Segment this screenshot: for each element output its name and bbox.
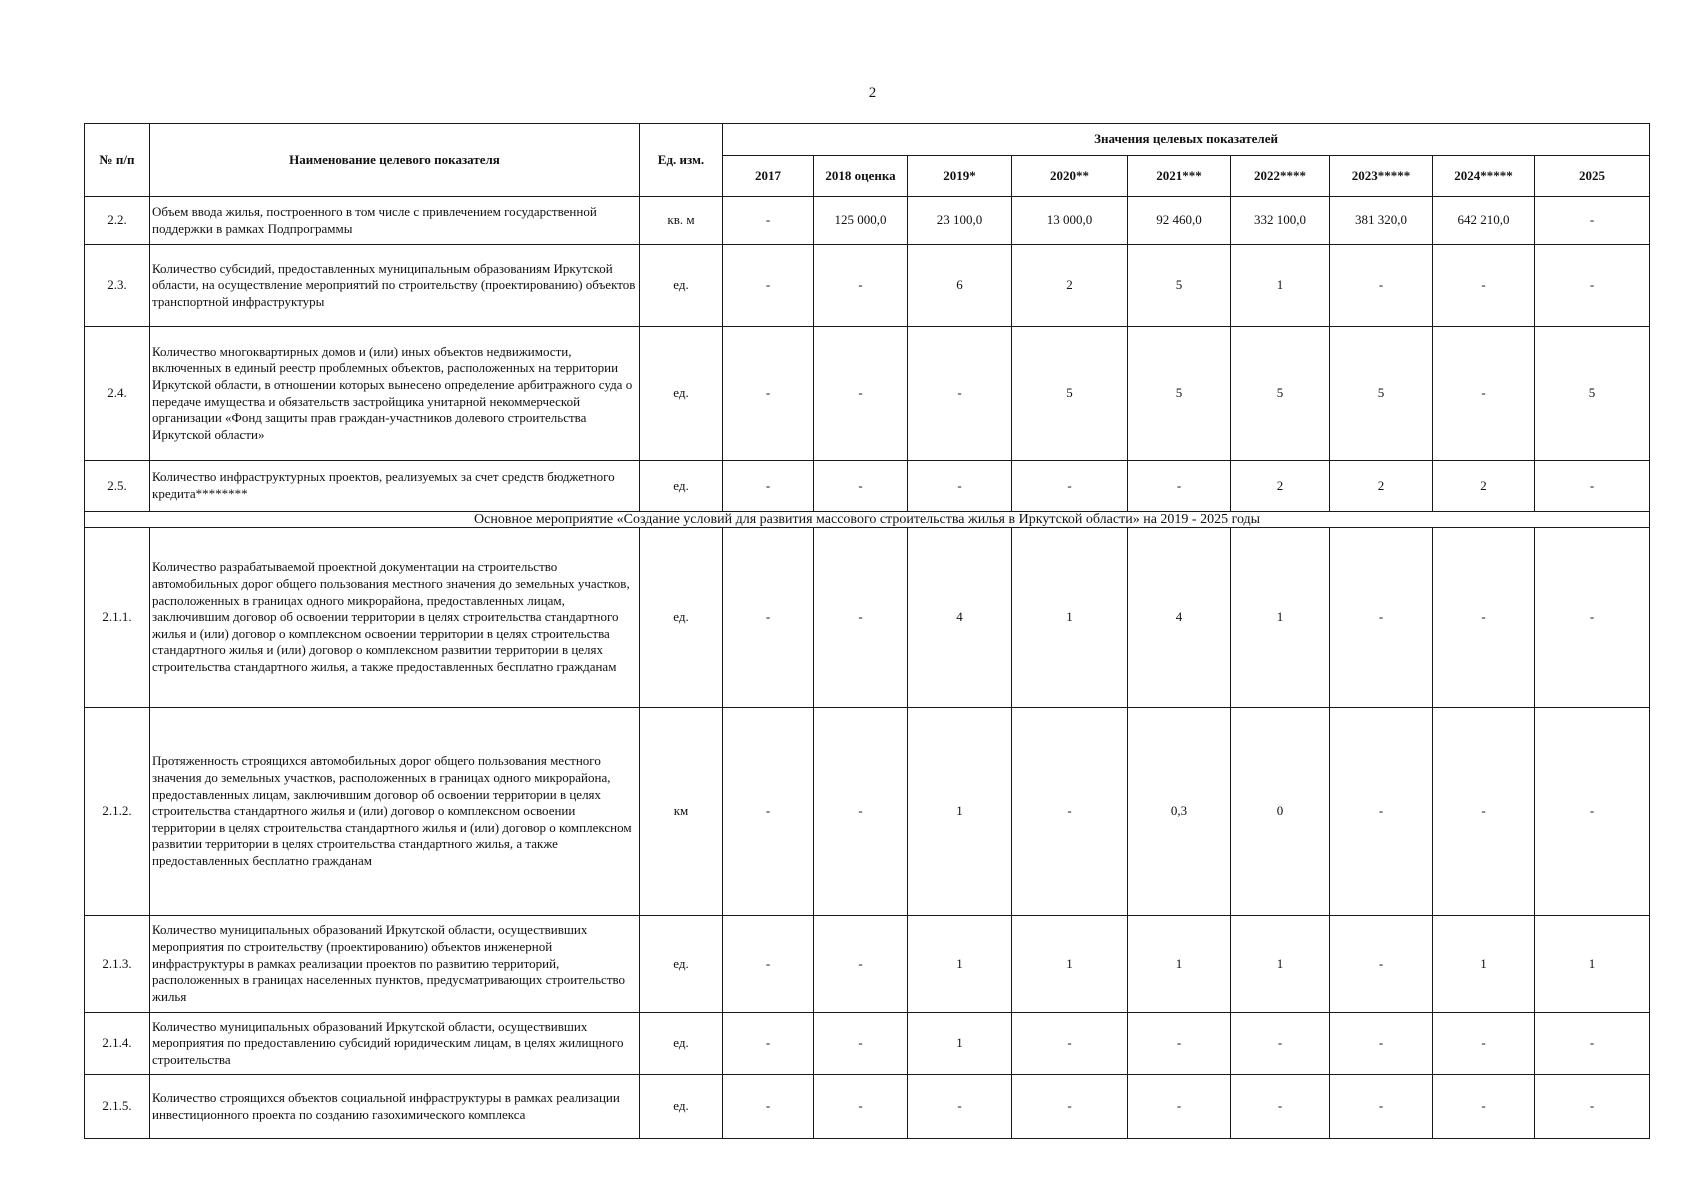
value-cell: - bbox=[1433, 327, 1535, 461]
table-row bbox=[85, 327, 1650, 461]
table-row bbox=[85, 1075, 1650, 1139]
header-year-2019: 2019* bbox=[908, 156, 1012, 197]
header-year-2021: 2021*** bbox=[1128, 156, 1231, 197]
table-row bbox=[85, 461, 1650, 512]
value-cell: - bbox=[1231, 1075, 1330, 1139]
indicator-name: Количество многоквартирных домов и (или) иных объектов недвижимости, включенных в единый реестр проблемных объектов, расположенных на территории Иркутской области, в отношении которых вынесено определение арбитражного суда о передаче имущества и обязательств застройщика унитарной некоммерческой организации «Фонд защиты прав граждан-участников долевого строительства Иркутской области» bbox=[150, 327, 640, 461]
value-cell: 381 320,0 bbox=[1330, 197, 1433, 245]
value-cell: 332 100,0 bbox=[1231, 197, 1330, 245]
row-number: 2.4. bbox=[85, 327, 150, 461]
value-cell: - bbox=[1012, 1013, 1128, 1075]
value-cell: 5 bbox=[1012, 327, 1128, 461]
value-cell: - bbox=[723, 916, 814, 1013]
header-year-2024: 2024***** bbox=[1433, 156, 1535, 197]
unit-cell: кв. м bbox=[640, 197, 723, 245]
value-cell: - bbox=[1535, 197, 1650, 245]
indicator-name: Количество инфраструктурных проектов, реализуемых за счет средств бюджетного кредита******** bbox=[150, 461, 640, 512]
value-cell: - bbox=[1128, 1013, 1231, 1075]
value-cell: - bbox=[1128, 461, 1231, 512]
header-values-group: Значения целевых показателей bbox=[723, 124, 1650, 156]
unit-cell: ед. bbox=[640, 1075, 723, 1139]
row-number: 2.5. bbox=[85, 461, 150, 512]
row-number: 2.1.5. bbox=[85, 1075, 150, 1139]
value-cell: 13 000,0 bbox=[1012, 197, 1128, 245]
value-cell: 0 bbox=[1231, 708, 1330, 916]
indicator-name: Количество строящихся объектов социальной инфраструктуры в рамках реализации инвестиционного проекта по созданию газохимического комплекса bbox=[150, 1075, 640, 1139]
value-cell: 1 bbox=[1012, 528, 1128, 708]
unit-cell: ед. bbox=[640, 1013, 723, 1075]
indicator-name: Количество муниципальных образований Иркутской области, осуществивших мероприятия по строительству (проектированию) объектов инженерной инфраструктуры в рамках реализации проектов по развитию территорий, расположенных в границах населенных пунктов, предусматривающих строительство жилья bbox=[150, 916, 640, 1013]
value-cell: - bbox=[1535, 245, 1650, 327]
value-cell: 2 bbox=[1330, 461, 1433, 512]
value-cell: - bbox=[1330, 916, 1433, 1013]
value-cell: - bbox=[814, 327, 908, 461]
value-cell: - bbox=[1535, 1075, 1650, 1139]
value-cell: - bbox=[814, 1075, 908, 1139]
value-cell: - bbox=[1012, 1075, 1128, 1139]
indicator-name: Протяженность строящихся автомобильных дорог общего пользования местного значения до земельных участков, расположенных в границах одного микрорайона, предоставленных лицам, заключившим договор об освоении территории в целях строительства стандартного жилья и (или) договор о комплексном освоении территории в целях строительства стандартного жилья и (или) договор о комплексном развитии территории в целях строительства стандартного жилья, а также предоставленных бесплатно гражданам bbox=[150, 708, 640, 916]
value-cell: - bbox=[1535, 528, 1650, 708]
value-cell: 4 bbox=[908, 528, 1012, 708]
row-number: 2.1.2. bbox=[85, 708, 150, 916]
value-cell: - bbox=[723, 528, 814, 708]
value-cell: - bbox=[1231, 1013, 1330, 1075]
value-cell: 125 000,0 bbox=[814, 197, 908, 245]
value-cell: 1 bbox=[1535, 916, 1650, 1013]
header-year-2020: 2020** bbox=[1012, 156, 1128, 197]
header-name: Наименование целевого показателя bbox=[150, 124, 640, 197]
section-row bbox=[85, 512, 1650, 528]
value-cell: 1 bbox=[1231, 528, 1330, 708]
section-title: Основное мероприятие «Создание условий для развития массового строительства жилья в Иркутской области» на 2019 - 2025 годы bbox=[85, 512, 1650, 528]
value-cell: 5 bbox=[1535, 327, 1650, 461]
value-cell: 4 bbox=[1128, 528, 1231, 708]
table-row bbox=[85, 1013, 1650, 1075]
header-year-2022: 2022**** bbox=[1231, 156, 1330, 197]
value-cell: - bbox=[1128, 1075, 1231, 1139]
value-cell: - bbox=[1433, 528, 1535, 708]
value-cell: - bbox=[908, 461, 1012, 512]
value-cell: 2 bbox=[1433, 461, 1535, 512]
value-cell: - bbox=[814, 916, 908, 1013]
value-cell: 5 bbox=[1330, 327, 1433, 461]
table-row bbox=[85, 528, 1650, 708]
value-cell: - bbox=[1433, 1013, 1535, 1075]
value-cell: - bbox=[1535, 708, 1650, 916]
value-cell: - bbox=[1012, 708, 1128, 916]
value-cell: - bbox=[1433, 1075, 1535, 1139]
table-row bbox=[85, 708, 1650, 916]
value-cell: - bbox=[908, 327, 1012, 461]
value-cell: - bbox=[1330, 1013, 1433, 1075]
value-cell: - bbox=[814, 461, 908, 512]
header-unit: Ед. изм. bbox=[640, 124, 723, 197]
value-cell: - bbox=[723, 1013, 814, 1075]
value-cell: - bbox=[814, 245, 908, 327]
value-cell: - bbox=[814, 708, 908, 916]
value-cell: 23 100,0 bbox=[908, 197, 1012, 245]
value-cell: - bbox=[908, 1075, 1012, 1139]
value-cell: 1 bbox=[908, 708, 1012, 916]
indicator-name: Количество субсидий, предоставленных муниципальным образованиям Иркутской области, на осуществление мероприятий по строительству (проектированию) объектов транспортной инфраструктуры bbox=[150, 245, 640, 327]
value-cell: - bbox=[723, 245, 814, 327]
row-number: 2.1.4. bbox=[85, 1013, 150, 1075]
value-cell: - bbox=[1535, 461, 1650, 512]
value-cell: 1 bbox=[1128, 916, 1231, 1013]
value-cell: 1 bbox=[908, 916, 1012, 1013]
value-cell: - bbox=[814, 528, 908, 708]
row-number: 2.1.1. bbox=[85, 528, 150, 708]
indicators-table bbox=[84, 123, 1650, 1139]
value-cell: 1 bbox=[1231, 916, 1330, 1013]
value-cell: 6 bbox=[908, 245, 1012, 327]
value-cell: - bbox=[1330, 245, 1433, 327]
row-number: 2.2. bbox=[85, 197, 150, 245]
unit-cell: ед. bbox=[640, 245, 723, 327]
header-num: № п/п bbox=[85, 124, 150, 197]
value-cell: 1 bbox=[1433, 916, 1535, 1013]
value-cell: - bbox=[1433, 245, 1535, 327]
row-number: 2.1.3. bbox=[85, 916, 150, 1013]
value-cell: 1 bbox=[908, 1013, 1012, 1075]
value-cell: 2 bbox=[1231, 461, 1330, 512]
value-cell: - bbox=[1433, 708, 1535, 916]
unit-cell: км bbox=[640, 708, 723, 916]
table-row bbox=[85, 197, 1650, 245]
page-number: 2 bbox=[868, 85, 877, 101]
table-row bbox=[85, 916, 1650, 1013]
indicator-name: Количество разрабатываемой проектной документации на строительство автомобильных дорог общего пользования местного значения до земельных участков, расположенных в границах одного микрорайона, предоставленных лицам, заключившим договор об освоении территории в целях строительства стандартного жилья и (или) договор о комплексном освоении территории в целях строительства стандартного жилья и (или) договор о комплексном развитии территории в целях строительства стандартного жилья, а также предоставленных бесплатно гражданам bbox=[150, 528, 640, 708]
value-cell: 5 bbox=[1128, 245, 1231, 327]
value-cell: - bbox=[1330, 708, 1433, 916]
indicator-name: Количество муниципальных образований Иркутской области, осуществивших мероприятия по предоставлению субсидий юридическим лицам, в целях жилищного строительства bbox=[150, 1013, 640, 1075]
value-cell: 0,3 bbox=[1128, 708, 1231, 916]
value-cell: 1 bbox=[1012, 916, 1128, 1013]
value-cell: - bbox=[1330, 1075, 1433, 1139]
value-cell: - bbox=[723, 197, 814, 245]
value-cell: 1 bbox=[1231, 245, 1330, 327]
value-cell: - bbox=[814, 1013, 908, 1075]
unit-cell: ед. bbox=[640, 461, 723, 512]
unit-cell: ед. bbox=[640, 528, 723, 708]
value-cell: 5 bbox=[1128, 327, 1231, 461]
value-cell: 92 460,0 bbox=[1128, 197, 1231, 245]
header-year-2025: 2025 bbox=[1535, 156, 1650, 197]
indicator-name: Объем ввода жилья, построенного в том числе с привлечением государственной поддержки в рамках Подпрограммы bbox=[150, 197, 640, 245]
value-cell: 5 bbox=[1231, 327, 1330, 461]
header-year-2023: 2023***** bbox=[1330, 156, 1433, 197]
value-cell: - bbox=[1012, 461, 1128, 512]
value-cell: - bbox=[723, 327, 814, 461]
value-cell: - bbox=[1535, 1013, 1650, 1075]
row-number: 2.3. bbox=[85, 245, 150, 327]
value-cell: 642 210,0 bbox=[1433, 197, 1535, 245]
table-row bbox=[85, 245, 1650, 327]
value-cell: - bbox=[723, 708, 814, 916]
value-cell: - bbox=[723, 1075, 814, 1139]
header-year-2018: 2018 оценка bbox=[814, 156, 908, 197]
header-year-2017: 2017 bbox=[723, 156, 814, 197]
unit-cell: ед. bbox=[640, 916, 723, 1013]
value-cell: - bbox=[1330, 528, 1433, 708]
value-cell: - bbox=[723, 461, 814, 512]
unit-cell: ед. bbox=[640, 327, 723, 461]
value-cell: 2 bbox=[1012, 245, 1128, 327]
